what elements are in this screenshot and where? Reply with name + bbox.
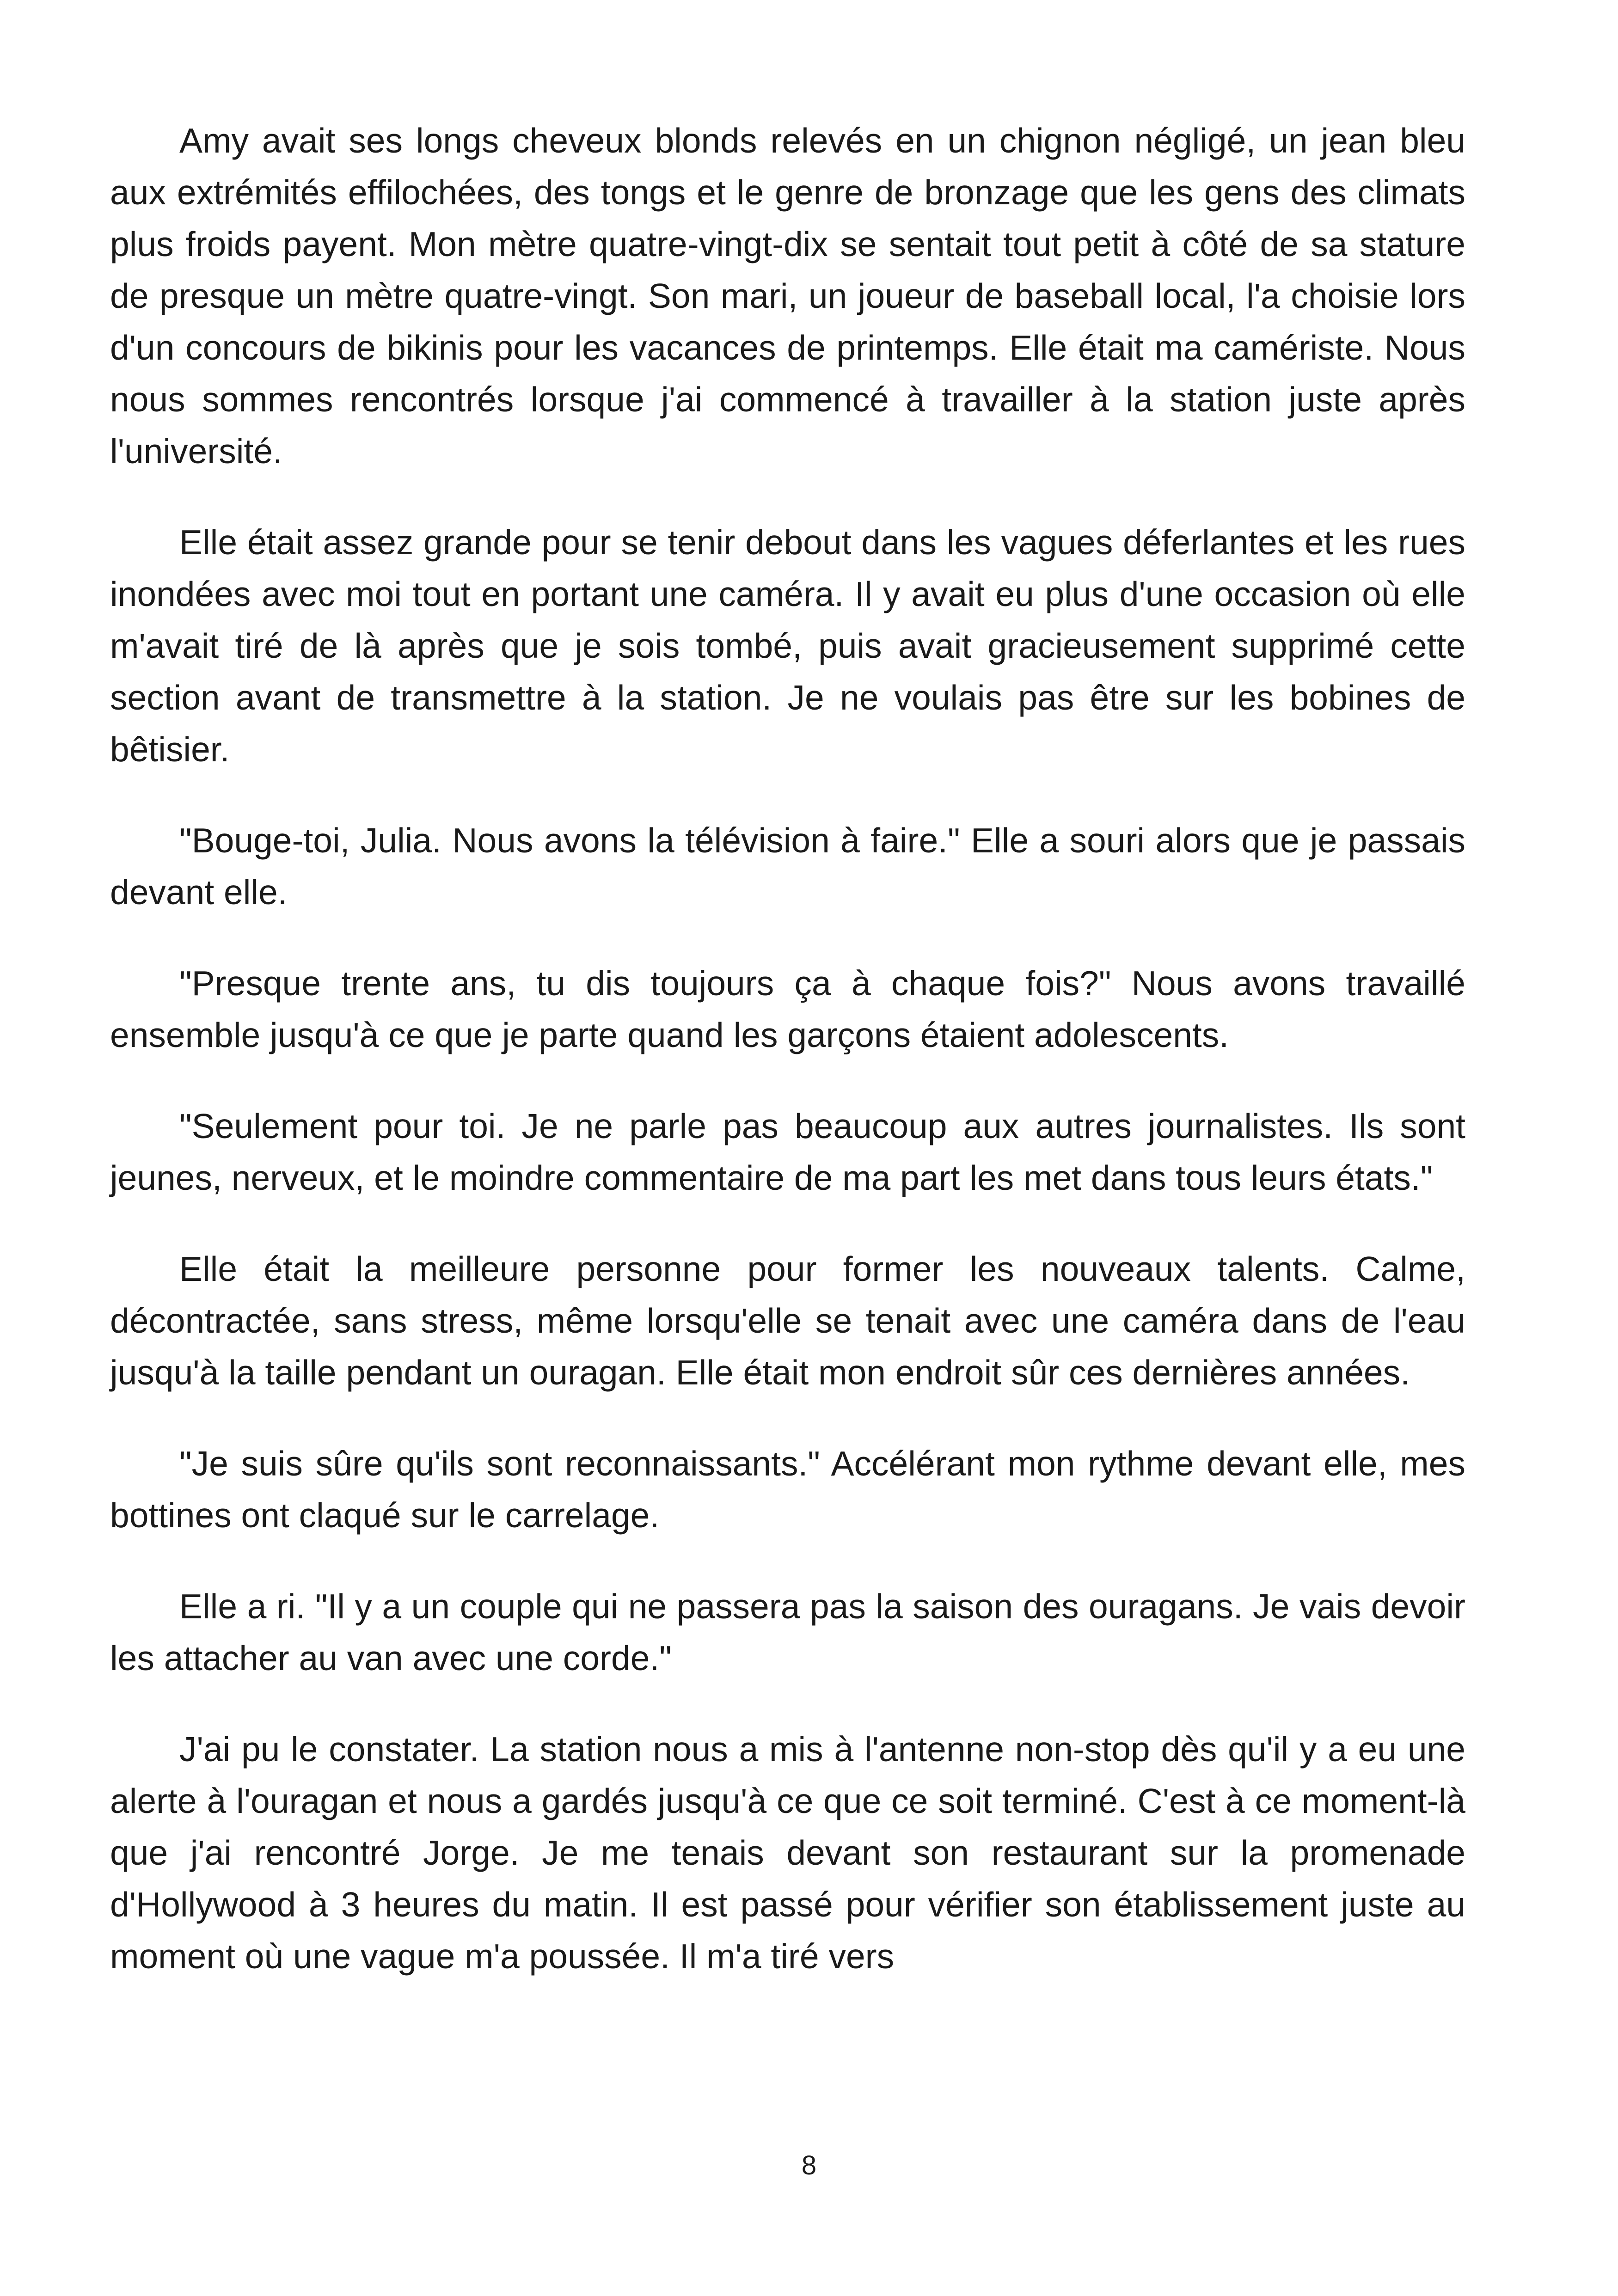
paragraph-4: "Presque trente ans, tu dis toujours ça à chaque fois?" Nous avons travaillé ensemble jusqu'à ce que je parte quand les garçons étaient adolescents. [110,964,1465,1054]
paragraph-3: "Bouge-toi, Julia. Nous avons la télévision à faire." Elle a souri alors que je passais devant elle. [110,821,1465,912]
paragraph-6: Elle était la meilleure personne pour former les nouveaux talents. Calme, décontractée, sans stress, même lorsqu'elle se tenait avec une caméra dans de l'eau jusqu'à la taille pendant un ouragan. Elle était mon endroit sûr ces dernières années. [110,1249,1465,1392]
paragraph-8: Elle a ri. "Il y a un couple qui ne passera pas la saison des ouragans. Je vais devoir les attacher au van avec une corde." [110,1587,1465,1678]
paragraph-1: Amy avait ses longs cheveux blonds relevés en un chignon négligé, un jean bleu aux extrémités effilochées, des tongs et le genre de bronzage que les gens des climats plus froids payent. Mon mètre quatre-vingt-dix se sentait tout petit à côté de sa stature de presque un mètre quatre-vingt. Son mari, un joueur de baseball local, l'a choisie lors d'un concours de bikinis pour les vacances de printemps. Elle était ma caméristе. Nous nous sommes rencontrés lorsque j'ai commencé à travailler à la station juste après l'université. [110,121,1465,471]
body-text [110,115,1465,2021]
page-number: 8 [801,2150,817,2180]
paragraph-9: J'ai pu le constater. La station nous a mis à l'antenne non-stop dès qu'il y a eu une alerte à l'ouragan et nous a gardés jusqu'à ce que ce soit terminé. C'est à ce moment-là que j'ai rencontré Jorge. Je me tenais devant son restaurant sur la promenade d'Hollywood à 3 heures du matin. Il est passé pour vérifier son établissement juste au moment où une vague m'a poussée. Il m'a tiré vers [110,1730,1465,1976]
paragraph-7: "Je suis sûre qu'ils sont reconnaissants." Accélérant mon rythme devant elle, mes bottines ont claqué sur le carrelage. [110,1444,1465,1535]
paragraph-2: Elle était assez grande pour se tenir debout dans les vagues déferlantes et les rues inondées avec moi tout en portant une caméra. Il y avait eu plus d'une occasion où elle m'avait tiré de là après que je sois tombé, puis avait gracieusement supprimé cette section avant de transmettre à la station. Je ne voulais pas être sur les bobines de bêtisier. [110,523,1465,769]
paragraph-5: "Seulement pour toi. Je ne parle pas beaucoup aux autres journalistes. Ils sont jeunes, nerveux, et le moindre commentaire de ma part les met dans tous leurs états." [110,1107,1465,1197]
